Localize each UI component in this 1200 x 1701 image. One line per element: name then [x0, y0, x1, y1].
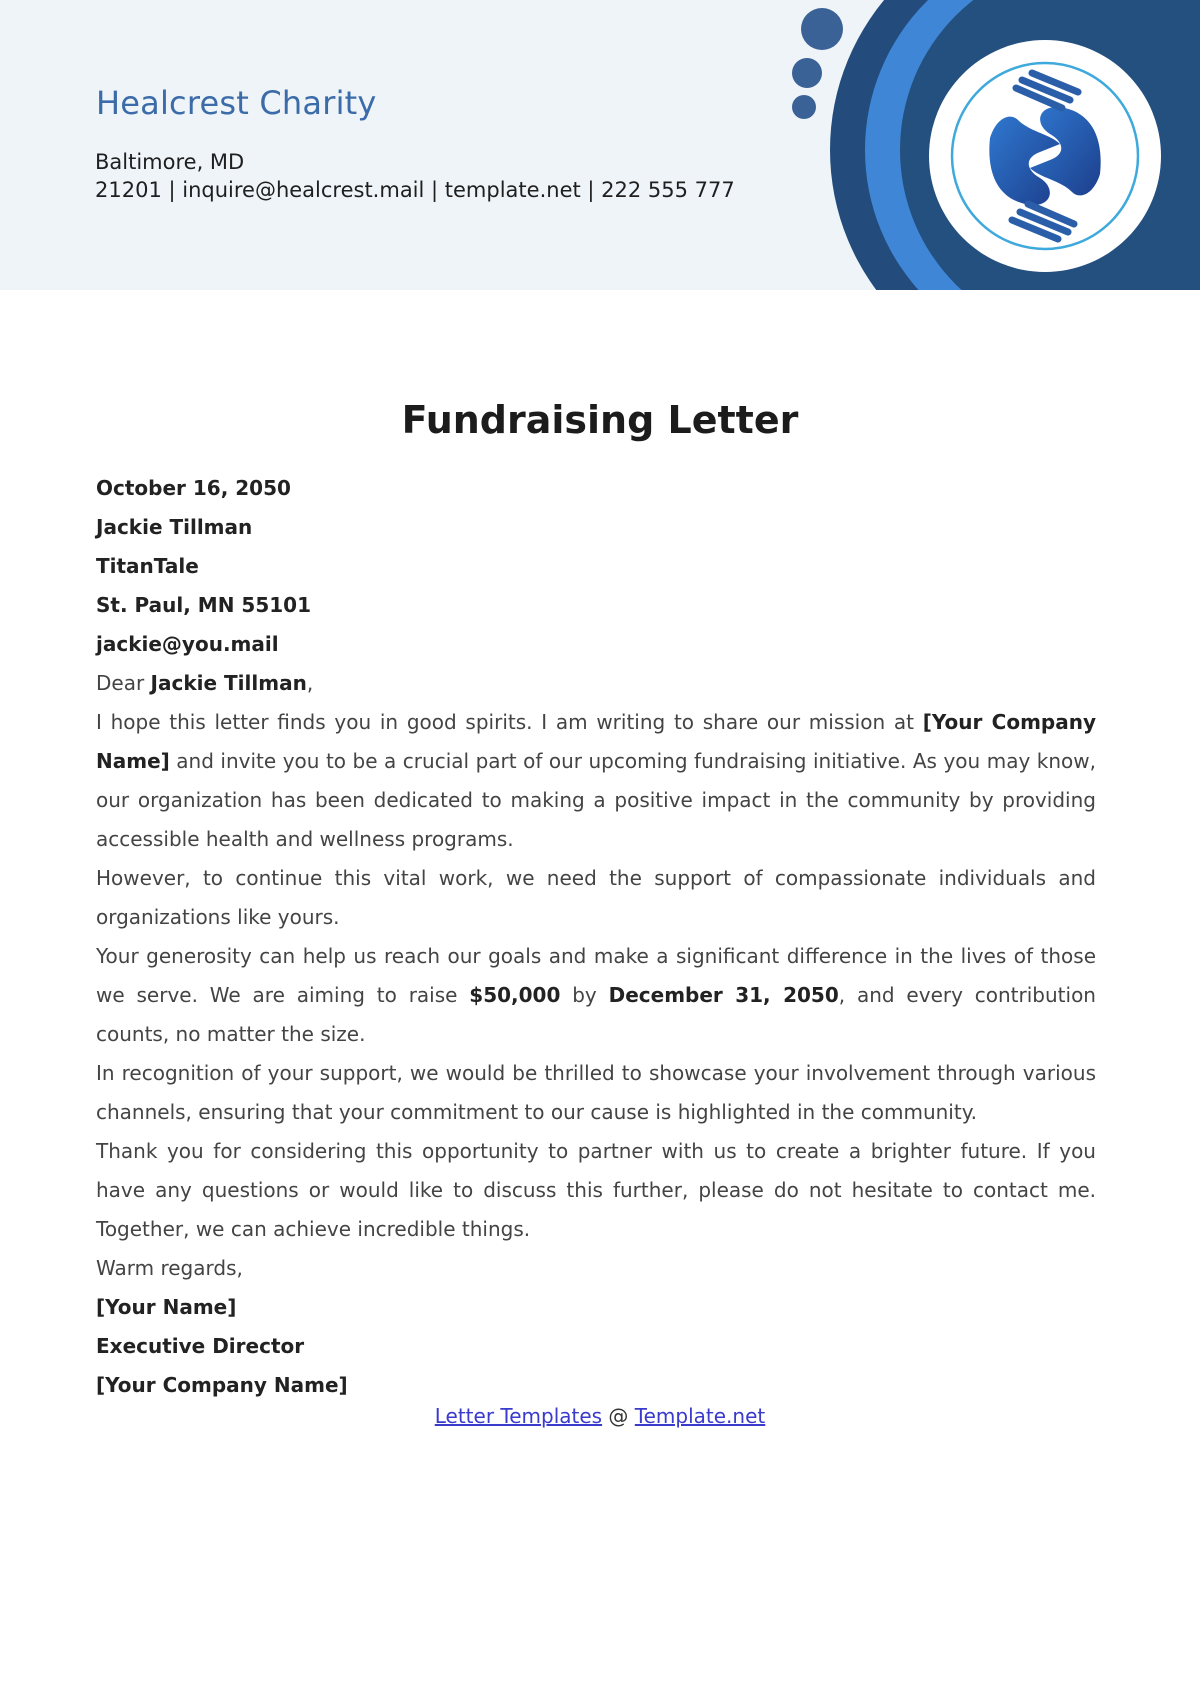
org-name: Healcrest Charity — [96, 84, 377, 122]
org-address-line1: Baltimore, MD — [95, 150, 245, 174]
goal-deadline: December 31, 2050 — [608, 983, 839, 1007]
org-address-line2: 21201 | inquire@healcrest.mail | template.net | 222 555 777 — [95, 178, 735, 202]
paragraph-recognition: In recognition of your support, we would be thrilled to showcase your involvement through various channels, ensuring that your commitment to our cause is highlighted in the community. — [96, 1061, 1096, 1124]
paragraph-intro-text-a: I hope this letter finds you in good spirits. I am writing to share our mission at — [96, 710, 923, 734]
paragraph-support: However, to continue this vital work, we need the support of compassionate individuals and organizations like yours. — [96, 866, 1096, 929]
document-title: Fundraising Letter — [401, 398, 799, 442]
paragraph-thanks: Thank you for considering this opportunity to partner with us to create a brighter future. If you have any questions or would like to discuss this further, please do not hesitate to contact me. Together, we can achieve incredible things. — [96, 1139, 1096, 1241]
salutation-suffix: , — [306, 671, 314, 695]
paragraph-goal-text-c: by — [560, 983, 609, 1007]
hands-circle-icon — [929, 40, 1161, 272]
letter-templates-link[interactable]: Letter Templates — [434, 1404, 603, 1428]
decor-dot-medium — [792, 58, 822, 88]
decor-dot-large — [801, 8, 843, 50]
template-net-link[interactable]: Template.net — [634, 1404, 766, 1428]
letter-body — [96, 469, 1096, 1405]
salutation — [96, 664, 1096, 703]
goal-amount: $50,000 — [469, 983, 561, 1007]
decor-dot-small — [792, 95, 816, 119]
company-name-placeholder: [Your Company Name] — [96, 710, 1096, 773]
salutation-name: Jackie Tillman — [150, 671, 307, 695]
signer-name: [Your Name] — [96, 1295, 237, 1319]
paragraph-intro — [96, 703, 1096, 859]
paragraph-goal-text-a: Your generosity can help us reach our goals and make a significant difference in the lives of those we serve. We are aiming to raise — [96, 944, 1096, 1007]
paragraph-goal-text-e: , and every contribution counts, no matter the size. — [96, 983, 1096, 1046]
paragraph-goal — [96, 937, 1096, 1054]
recipient-email: jackie@you.mail — [96, 632, 279, 656]
letter-date: October 16, 2050 — [96, 476, 291, 500]
salutation-prefix: Dear — [96, 671, 151, 695]
signer-company: [Your Company Name] — [96, 1373, 348, 1397]
signer-title: Executive Director — [96, 1334, 305, 1358]
closing: Warm regards, — [96, 1256, 243, 1280]
recipient-address: St. Paul, MN 55101 — [96, 593, 311, 617]
recipient-company: TitanTale — [96, 554, 199, 578]
letterhead — [0, 0, 1200, 290]
paragraph-intro-text-c: and invite you to be a crucial part of our upcoming fundraising initiative. As you may know, our organization has been dedicated to making a positive impact in the community by providing accessible health and wellness programs. — [96, 749, 1096, 851]
footer-separator: @ — [602, 1404, 635, 1428]
recipient-name: Jackie Tillman — [96, 515, 253, 539]
letterhead-decoration — [0, 0, 1200, 290]
footer-credit — [0, 1404, 1200, 1428]
